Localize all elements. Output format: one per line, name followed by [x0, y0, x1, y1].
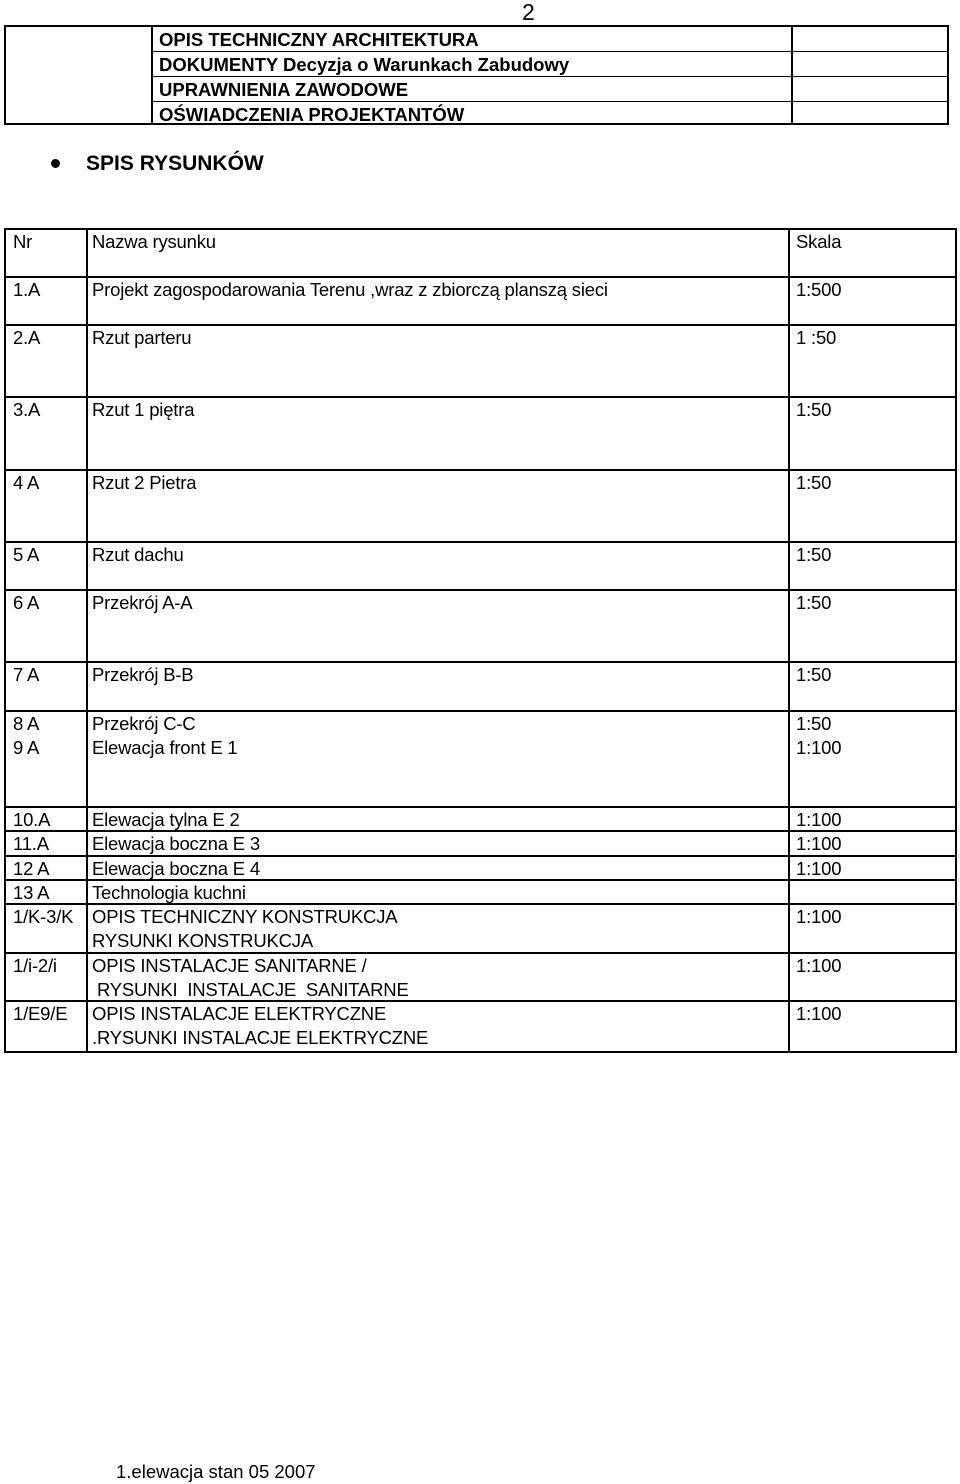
header-line-declarations: OŚWIADCZENIA PROJEKTANTÓW — [159, 104, 465, 125]
table-row-name: Technologia kuchni — [92, 882, 246, 903]
table-row-nr: 11.A — [13, 833, 49, 854]
table-row-scale: 1:100 — [796, 955, 842, 976]
table-row-name: Elewacja tylna E 2 — [92, 809, 240, 830]
header-empty-cell — [791, 102, 949, 127]
table-row-name: Przekrój A-A — [92, 592, 193, 613]
table-row-name: Rzut 1 piętra — [92, 399, 195, 420]
table-row-scale: 1:50 — [796, 472, 832, 493]
table-row-nr: 3.A — [13, 399, 41, 420]
table-row-nr: 1.A — [13, 279, 41, 300]
table-row-scale: 1 :50 — [796, 327, 837, 348]
bullet-icon — [51, 159, 60, 168]
table-row-name: Projekt zagospodarowania Terenu ,wraz z zbiorczą planszą sieci — [92, 279, 608, 300]
table-row-scale: 1:50 — [796, 713, 832, 734]
table-row-nr: 7 A — [13, 664, 40, 685]
header-line-licences: UPRAWNIENIA ZAWODOWE — [153, 77, 793, 102]
table-row-scale: 1:100 — [796, 906, 842, 927]
table-row-name: Elewacja boczna E 4 — [92, 858, 260, 879]
table-row-scale: 1:50 — [796, 399, 832, 420]
column-divider — [788, 230, 790, 1051]
table-row-scale: 1:50 — [796, 592, 832, 613]
table-row-nr: 10.A — [13, 809, 51, 830]
table-row-nr: 12 A — [13, 858, 50, 879]
header-empty-cell — [791, 27, 949, 52]
header-box — [4, 25, 949, 125]
table-row-name: Elewacja boczna E 3 — [92, 833, 260, 854]
table-row-nr: 1/i-2/i — [13, 955, 57, 976]
table-row-name-line2: RYSUNKI INSTALACJE SANITARNE — [92, 979, 409, 1000]
table-row-name: Rzut dachu — [92, 544, 184, 565]
table-row-nr: 13 A — [13, 882, 50, 903]
table-row-scale: 1:100 — [796, 833, 842, 854]
header-empty-cell — [791, 77, 949, 102]
table-row-scale: 1:100 — [796, 858, 842, 879]
section-title: SPIS RYSUNKÓW — [86, 152, 264, 175]
header-line-documents: DOKUMENTY Decyzja o Warunkach Zabudowy — [153, 52, 793, 77]
table-row-scale: 1:100 — [796, 737, 842, 758]
table-row-nr: 4 A — [13, 472, 40, 493]
table-row-nr: 1/K-3/K — [13, 906, 74, 927]
table-row-name: Przekrój B-B — [92, 664, 194, 685]
table-row-name: Rzut 2 Pietra — [92, 472, 197, 493]
column-divider — [86, 230, 88, 1051]
table-row-name: Elewacja front E 1 — [92, 737, 238, 758]
header-empty-cell — [791, 52, 949, 77]
table-row-nr: 9 A — [13, 737, 40, 758]
table-row-name: Rzut parteru — [92, 327, 192, 348]
table-row-name: Przekrój C-C — [92, 713, 196, 734]
footer-note: 1.elewacja stan 05 2007 — [116, 1461, 316, 1482]
table-row-scale: 1:50 — [796, 544, 832, 565]
table-row-name: OPIS TECHNICZNY KONSTRUKCJA — [92, 906, 398, 927]
table-row-name: OPIS INSTALACJE SANITARNE / — [92, 955, 367, 976]
table-row-nr: 8 A — [13, 713, 40, 734]
column-header-scale: Skala — [796, 231, 842, 252]
table-row-scale: 1:50 — [796, 664, 832, 685]
table-row-scale: 1:500 — [796, 279, 842, 300]
table-row-name-line2: .RYSUNKI INSTALACJE ELEKTRYCZNE — [92, 1027, 429, 1048]
header-line-architecture: OPIS TECHNICZNY ARCHITEKTURA — [153, 27, 793, 52]
table-row-scale: 1:100 — [796, 809, 842, 830]
table-row-name-line2: RYSUNKI KONSTRUKCJA — [92, 930, 313, 951]
table-row-name: OPIS INSTALACJE ELEKTRYCZNE — [92, 1003, 387, 1024]
table-row-scale: 1:100 — [796, 1003, 842, 1024]
table-row-nr: 2.A — [13, 327, 41, 348]
column-header-name: Nazwa rysunku — [92, 231, 216, 252]
table-row-nr: 1/E9/E — [13, 1003, 68, 1024]
page-number: 2 — [522, 0, 535, 25]
table-row-nr: 5 A — [13, 544, 40, 565]
table-row-nr: 6 A — [13, 592, 40, 613]
column-header-nr: Nr — [13, 231, 33, 252]
drawing-list-table — [4, 228, 957, 1053]
